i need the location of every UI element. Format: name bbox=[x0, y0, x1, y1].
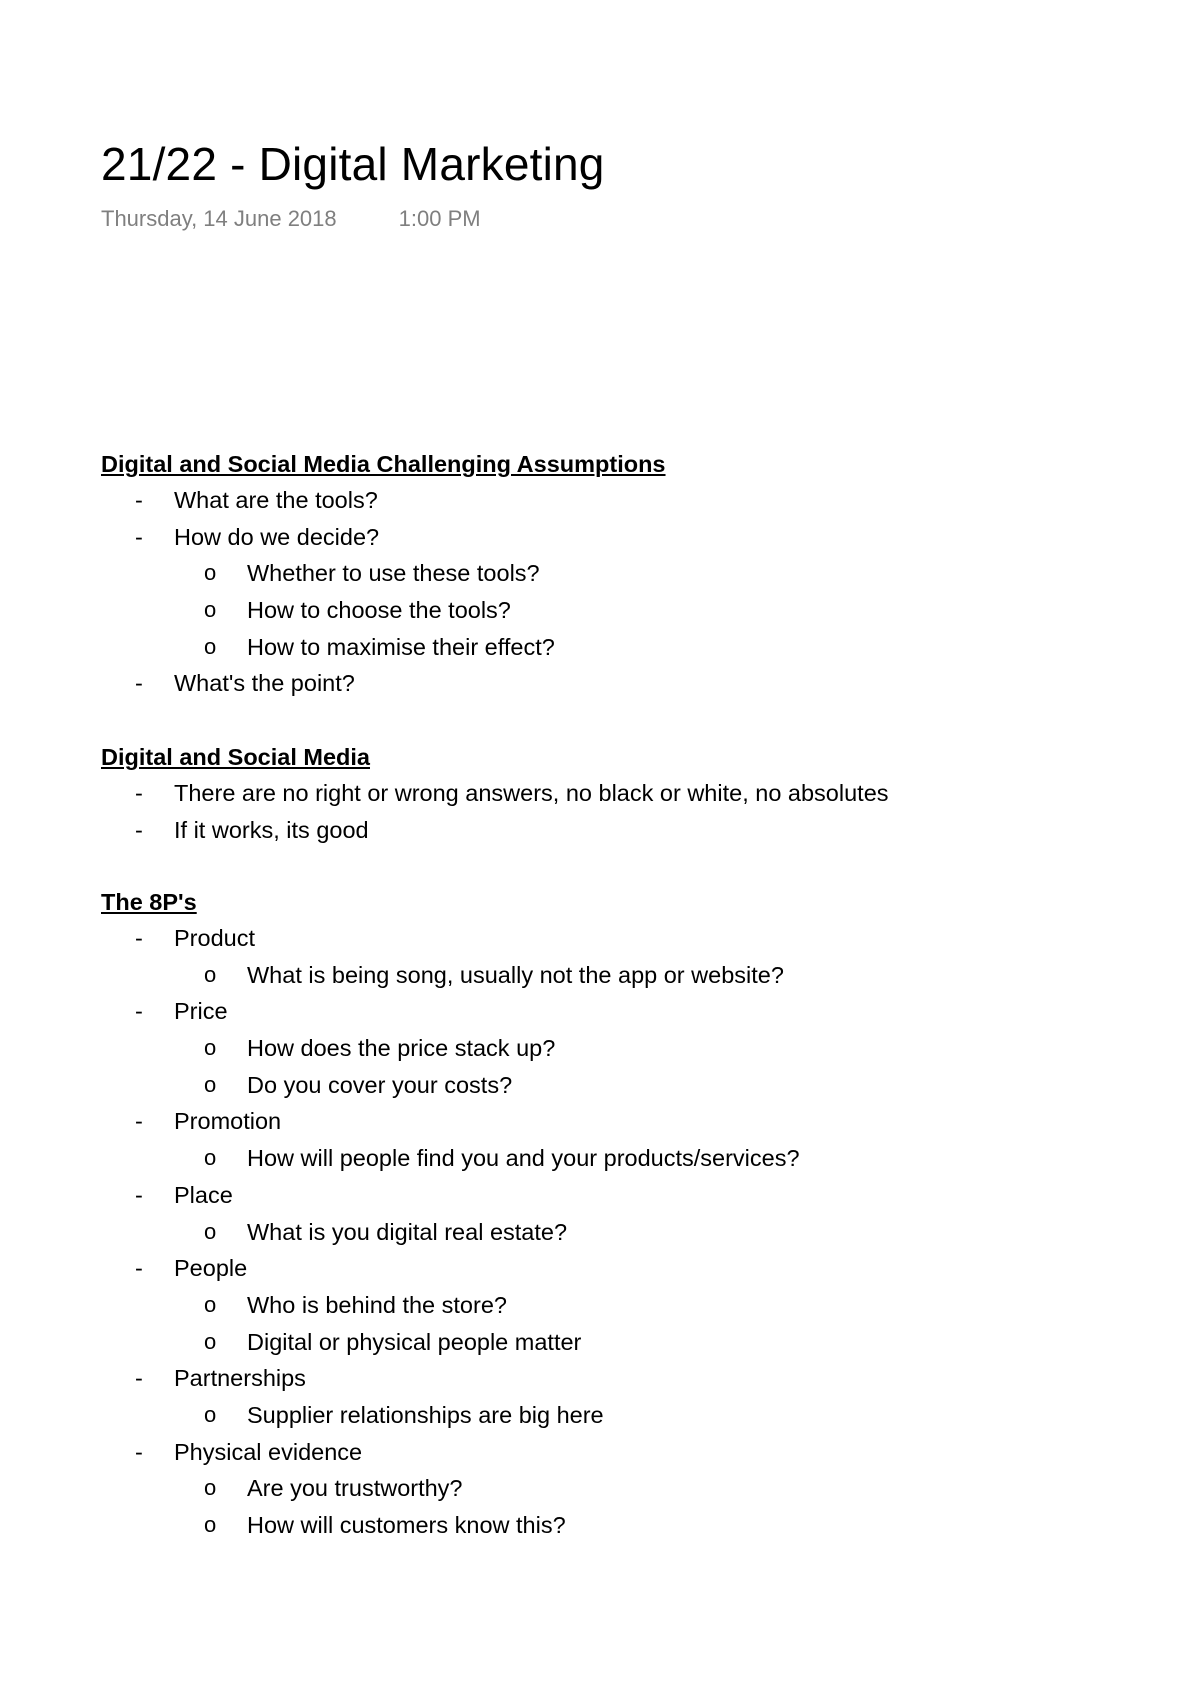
sub-list-item bbox=[101, 592, 1161, 629]
list-item-text: How to maximise their effect? bbox=[247, 633, 555, 660]
sub-list-item bbox=[101, 1287, 1161, 1324]
dash-bullet: - bbox=[135, 523, 143, 550]
section bbox=[101, 741, 1161, 848]
list-item-text: Partnerships bbox=[174, 1365, 306, 1392]
circle-bullet: o bbox=[204, 597, 217, 623]
list-item bbox=[101, 775, 1161, 812]
circle-bullet: o bbox=[204, 1328, 217, 1354]
list-item bbox=[101, 993, 1161, 1030]
list-item bbox=[101, 482, 1161, 519]
list-item-text: Are you trustworthy? bbox=[247, 1475, 463, 1502]
list-item-text: Promotion bbox=[174, 1108, 282, 1135]
list-item-text: What are the tools? bbox=[174, 487, 378, 513]
list-item-text: People bbox=[174, 1255, 248, 1282]
list-item bbox=[101, 812, 1161, 849]
note-page bbox=[101, 136, 1161, 232]
circle-bullet: o bbox=[204, 1512, 217, 1537]
list-item-text: Place bbox=[174, 1181, 233, 1208]
list-item-text: Supplier relationships are big here bbox=[247, 1401, 604, 1428]
list-item bbox=[101, 1177, 1161, 1214]
dash-bullet: - bbox=[135, 1365, 143, 1392]
sub-list-item bbox=[101, 1324, 1161, 1361]
list-item-text: How will customers know this? bbox=[247, 1512, 566, 1538]
dash-bullet: - bbox=[135, 1255, 143, 1282]
list-item-text: Physical evidence bbox=[174, 1438, 363, 1465]
dash-bullet: - bbox=[135, 780, 143, 806]
dash-bullet: - bbox=[135, 925, 143, 951]
list-item-text: How to choose the tools? bbox=[247, 597, 511, 624]
dash-bullet: - bbox=[135, 1438, 143, 1465]
sub-list-item bbox=[101, 1067, 1161, 1104]
list-item-text: Do you cover your costs? bbox=[247, 1071, 513, 1098]
page-title: 21/22 - Digital Marketing bbox=[101, 138, 605, 190]
dash-bullet: - bbox=[135, 670, 143, 697]
dash-bullet: - bbox=[135, 487, 143, 513]
section bbox=[101, 886, 1161, 1544]
dash-bullet: - bbox=[135, 1181, 143, 1208]
list-item-text: What's the point? bbox=[174, 670, 355, 697]
sub-list-item bbox=[101, 1507, 1161, 1544]
circle-bullet: o bbox=[204, 560, 217, 586]
circle-bullet: o bbox=[204, 1218, 217, 1244]
list-item-text: If it works, its good bbox=[174, 816, 369, 843]
sub-list-item bbox=[101, 629, 1161, 666]
circle-bullet: o bbox=[204, 1475, 217, 1501]
list-item-text: What is being song, usually not the app or website? bbox=[247, 961, 784, 988]
list-item-text: Who is behind the store? bbox=[247, 1291, 507, 1318]
section bbox=[101, 448, 1161, 702]
circle-bullet: o bbox=[204, 961, 217, 987]
circle-bullet: o bbox=[204, 1035, 217, 1061]
list-item bbox=[101, 1434, 1161, 1471]
note-date: Thursday, 14 June 2018 bbox=[101, 206, 337, 231]
section-heading: Digital and Social Media Challenging Assumptions bbox=[101, 451, 666, 477]
list-item-text: What is you digital real estate? bbox=[247, 1218, 568, 1245]
list-item bbox=[101, 1250, 1161, 1287]
circle-bullet: o bbox=[204, 1145, 217, 1171]
list-item bbox=[101, 920, 1161, 957]
sub-list-item bbox=[101, 957, 1161, 994]
list-item-text: Whether to use these tools? bbox=[247, 560, 540, 587]
sub-list-item bbox=[101, 1140, 1161, 1177]
list-item bbox=[101, 1103, 1161, 1140]
sub-list-item bbox=[101, 1214, 1161, 1251]
list-item-text: Product bbox=[174, 925, 255, 951]
sub-list-item bbox=[101, 1030, 1161, 1067]
list-item-text: How will people find you and your products/services? bbox=[247, 1145, 800, 1172]
list-item bbox=[101, 665, 1161, 702]
circle-bullet: o bbox=[204, 633, 217, 659]
dash-bullet: - bbox=[135, 816, 143, 843]
list-item-text: Price bbox=[174, 998, 228, 1025]
sub-list-item bbox=[101, 555, 1161, 592]
list-item-text: How does the price stack up? bbox=[247, 1035, 556, 1062]
sub-list-item bbox=[101, 1470, 1161, 1507]
note-meta bbox=[101, 206, 1161, 232]
circle-bullet: o bbox=[204, 1401, 217, 1427]
list-item bbox=[101, 519, 1161, 556]
circle-bullet: o bbox=[204, 1071, 217, 1097]
section-heading: The 8P's bbox=[101, 889, 197, 915]
sub-list-item bbox=[101, 1397, 1161, 1434]
dash-bullet: - bbox=[135, 998, 143, 1025]
note-time: 1:00 PM bbox=[398, 206, 481, 231]
list-item-text: There are no right or wrong answers, no black or white, no absolutes bbox=[174, 780, 889, 806]
circle-bullet: o bbox=[204, 1291, 217, 1317]
list-item-text: How do we decide? bbox=[174, 523, 380, 550]
list-item-text: Digital or physical people matter bbox=[247, 1328, 582, 1355]
section-heading: Digital and Social Media bbox=[101, 744, 370, 770]
list-item bbox=[101, 1360, 1161, 1397]
dash-bullet: - bbox=[135, 1108, 143, 1135]
